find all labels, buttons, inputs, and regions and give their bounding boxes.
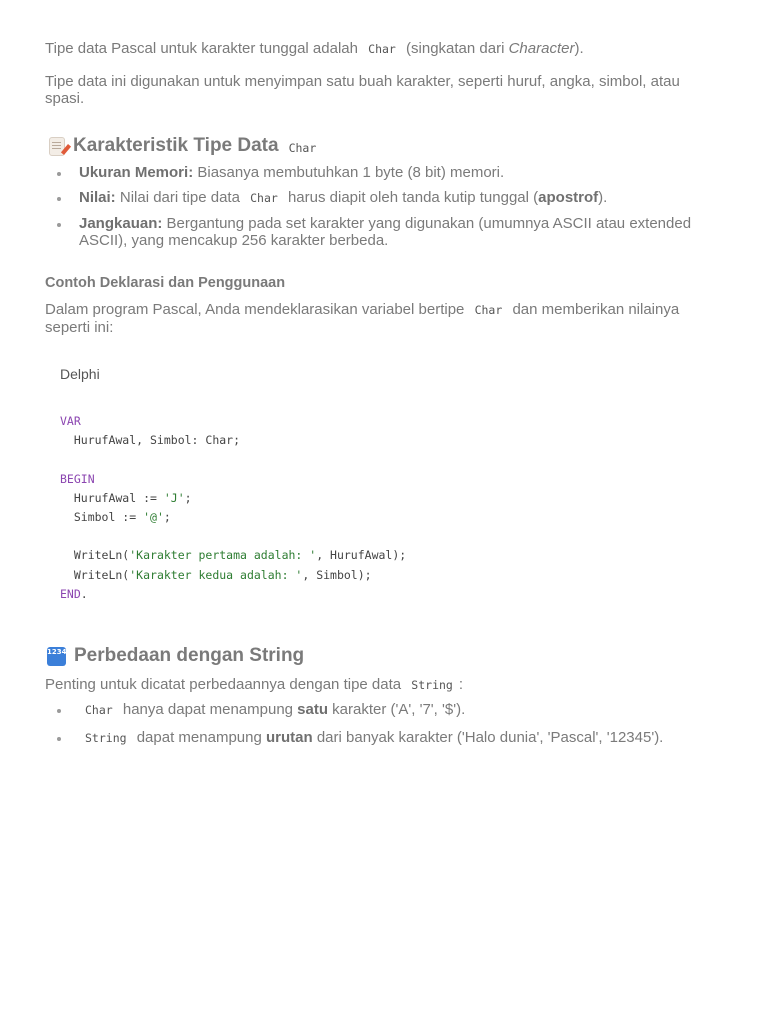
char-characteristics-list xyxy=(45,164,725,249)
section-heading-text: Karakteristik Tipe Data xyxy=(73,135,279,156)
item-text: ). xyxy=(598,189,608,206)
inline-code-string: String xyxy=(85,731,127,745)
item-text: harus diapit oleh tanda kutip tunggal ( xyxy=(287,189,539,206)
intro-paragraph-2: Tipe data ini digunakan untuk menyimpan satu buah karakter, seperti huruf, angka, simbol, atau spasi. xyxy=(45,73,680,107)
intro-text: (singkatan dari xyxy=(406,40,509,57)
memo-icon xyxy=(49,137,65,156)
code-keyword: END xyxy=(60,586,81,601)
code-text: ; xyxy=(163,510,171,525)
section-heading-string xyxy=(45,645,304,667)
inline-code-char: Char xyxy=(85,703,113,717)
string-difference-list xyxy=(45,701,725,747)
code-line: HurufAwal, Simbol: Char; xyxy=(60,433,241,448)
string-intro-paragraph xyxy=(45,676,463,694)
item-label: Nilai: xyxy=(79,189,116,206)
item-bold: apostrof xyxy=(538,189,599,206)
string-intro-text: : xyxy=(458,676,464,693)
item-text: Biasanya membutuhkan 1 byte (8 bit) memori. xyxy=(193,164,505,181)
code-string: 'J' xyxy=(163,490,185,505)
example-text: Dalam program Pascal, Anda mendeklarasikan variabel bertipe xyxy=(45,301,465,318)
list-item xyxy=(45,215,725,249)
code-text: WriteLn( xyxy=(60,567,130,582)
code-keyword: VAR xyxy=(60,414,81,428)
code-string: '@' xyxy=(143,510,164,525)
code-text: ; xyxy=(184,490,192,505)
intro-paragraph-1 xyxy=(45,40,584,58)
code-text: WriteLn( xyxy=(60,548,130,563)
item-label: Jangkauan: xyxy=(79,215,163,232)
list-item xyxy=(45,164,725,181)
section-heading-text: Perbedaan dengan String xyxy=(74,645,305,666)
code-block[interactable] xyxy=(60,412,406,604)
code-text: , HurufAwal); xyxy=(316,548,407,563)
item-text: karakter ('A', '7', '$'). xyxy=(328,701,466,718)
inline-code-char: Char xyxy=(368,42,396,56)
item-text: Nilai dari tipe data xyxy=(115,189,240,206)
input-numbers-icon: 1234 xyxy=(47,647,66,666)
string-intro-text: Penting untuk dicatat perbedaannya dengan tipe data xyxy=(45,676,402,693)
list-item xyxy=(45,729,725,747)
section-heading-char xyxy=(45,135,316,157)
code-text: HurufAwal := xyxy=(60,490,164,505)
item-text: dari banyak karakter ('Halo dunia', 'Pascal', '12345'). xyxy=(312,729,664,746)
example-paragraph xyxy=(45,301,715,336)
item-text: hanya dapat menampung xyxy=(122,701,298,718)
code-text: , Simbol); xyxy=(302,567,372,582)
item-text: Bergantung pada set karakter yang digunakan (umumnya ASCII atau extended ASCII), yang mencakup 256 karakter berbeda. xyxy=(79,215,692,249)
intro-text: Tipe data Pascal untuk karakter tunggal adalah xyxy=(45,40,358,57)
item-bold: satu xyxy=(297,701,329,718)
item-label: Ukuran Memori: xyxy=(79,164,194,181)
list-item xyxy=(45,701,725,719)
code-string: 'Karakter pertama adalah: ' xyxy=(129,548,317,563)
heading-inline-code: Char xyxy=(288,141,317,155)
intro-emphasis: Character xyxy=(508,40,575,57)
inline-code-string: String xyxy=(411,678,453,692)
example-text: dan memberikan nilainya seperti ini: xyxy=(45,301,680,336)
code-text: Simbol := xyxy=(60,510,144,525)
list-item xyxy=(45,189,725,207)
code-keyword: BEGIN xyxy=(60,471,95,486)
item-bold: urutan xyxy=(265,729,313,746)
item-text: dapat menampung xyxy=(136,729,266,746)
intro-text: ). xyxy=(574,40,584,57)
code-string: 'Karakter kedua adalah: ' xyxy=(129,567,303,582)
inline-code-char: Char xyxy=(474,303,503,317)
inline-code-char: Char xyxy=(250,191,278,205)
subheading-example: Contoh Deklarasi dan Penggunaan xyxy=(45,275,286,291)
code-language-label: Delphi xyxy=(60,366,100,382)
code-text: . xyxy=(80,586,88,601)
